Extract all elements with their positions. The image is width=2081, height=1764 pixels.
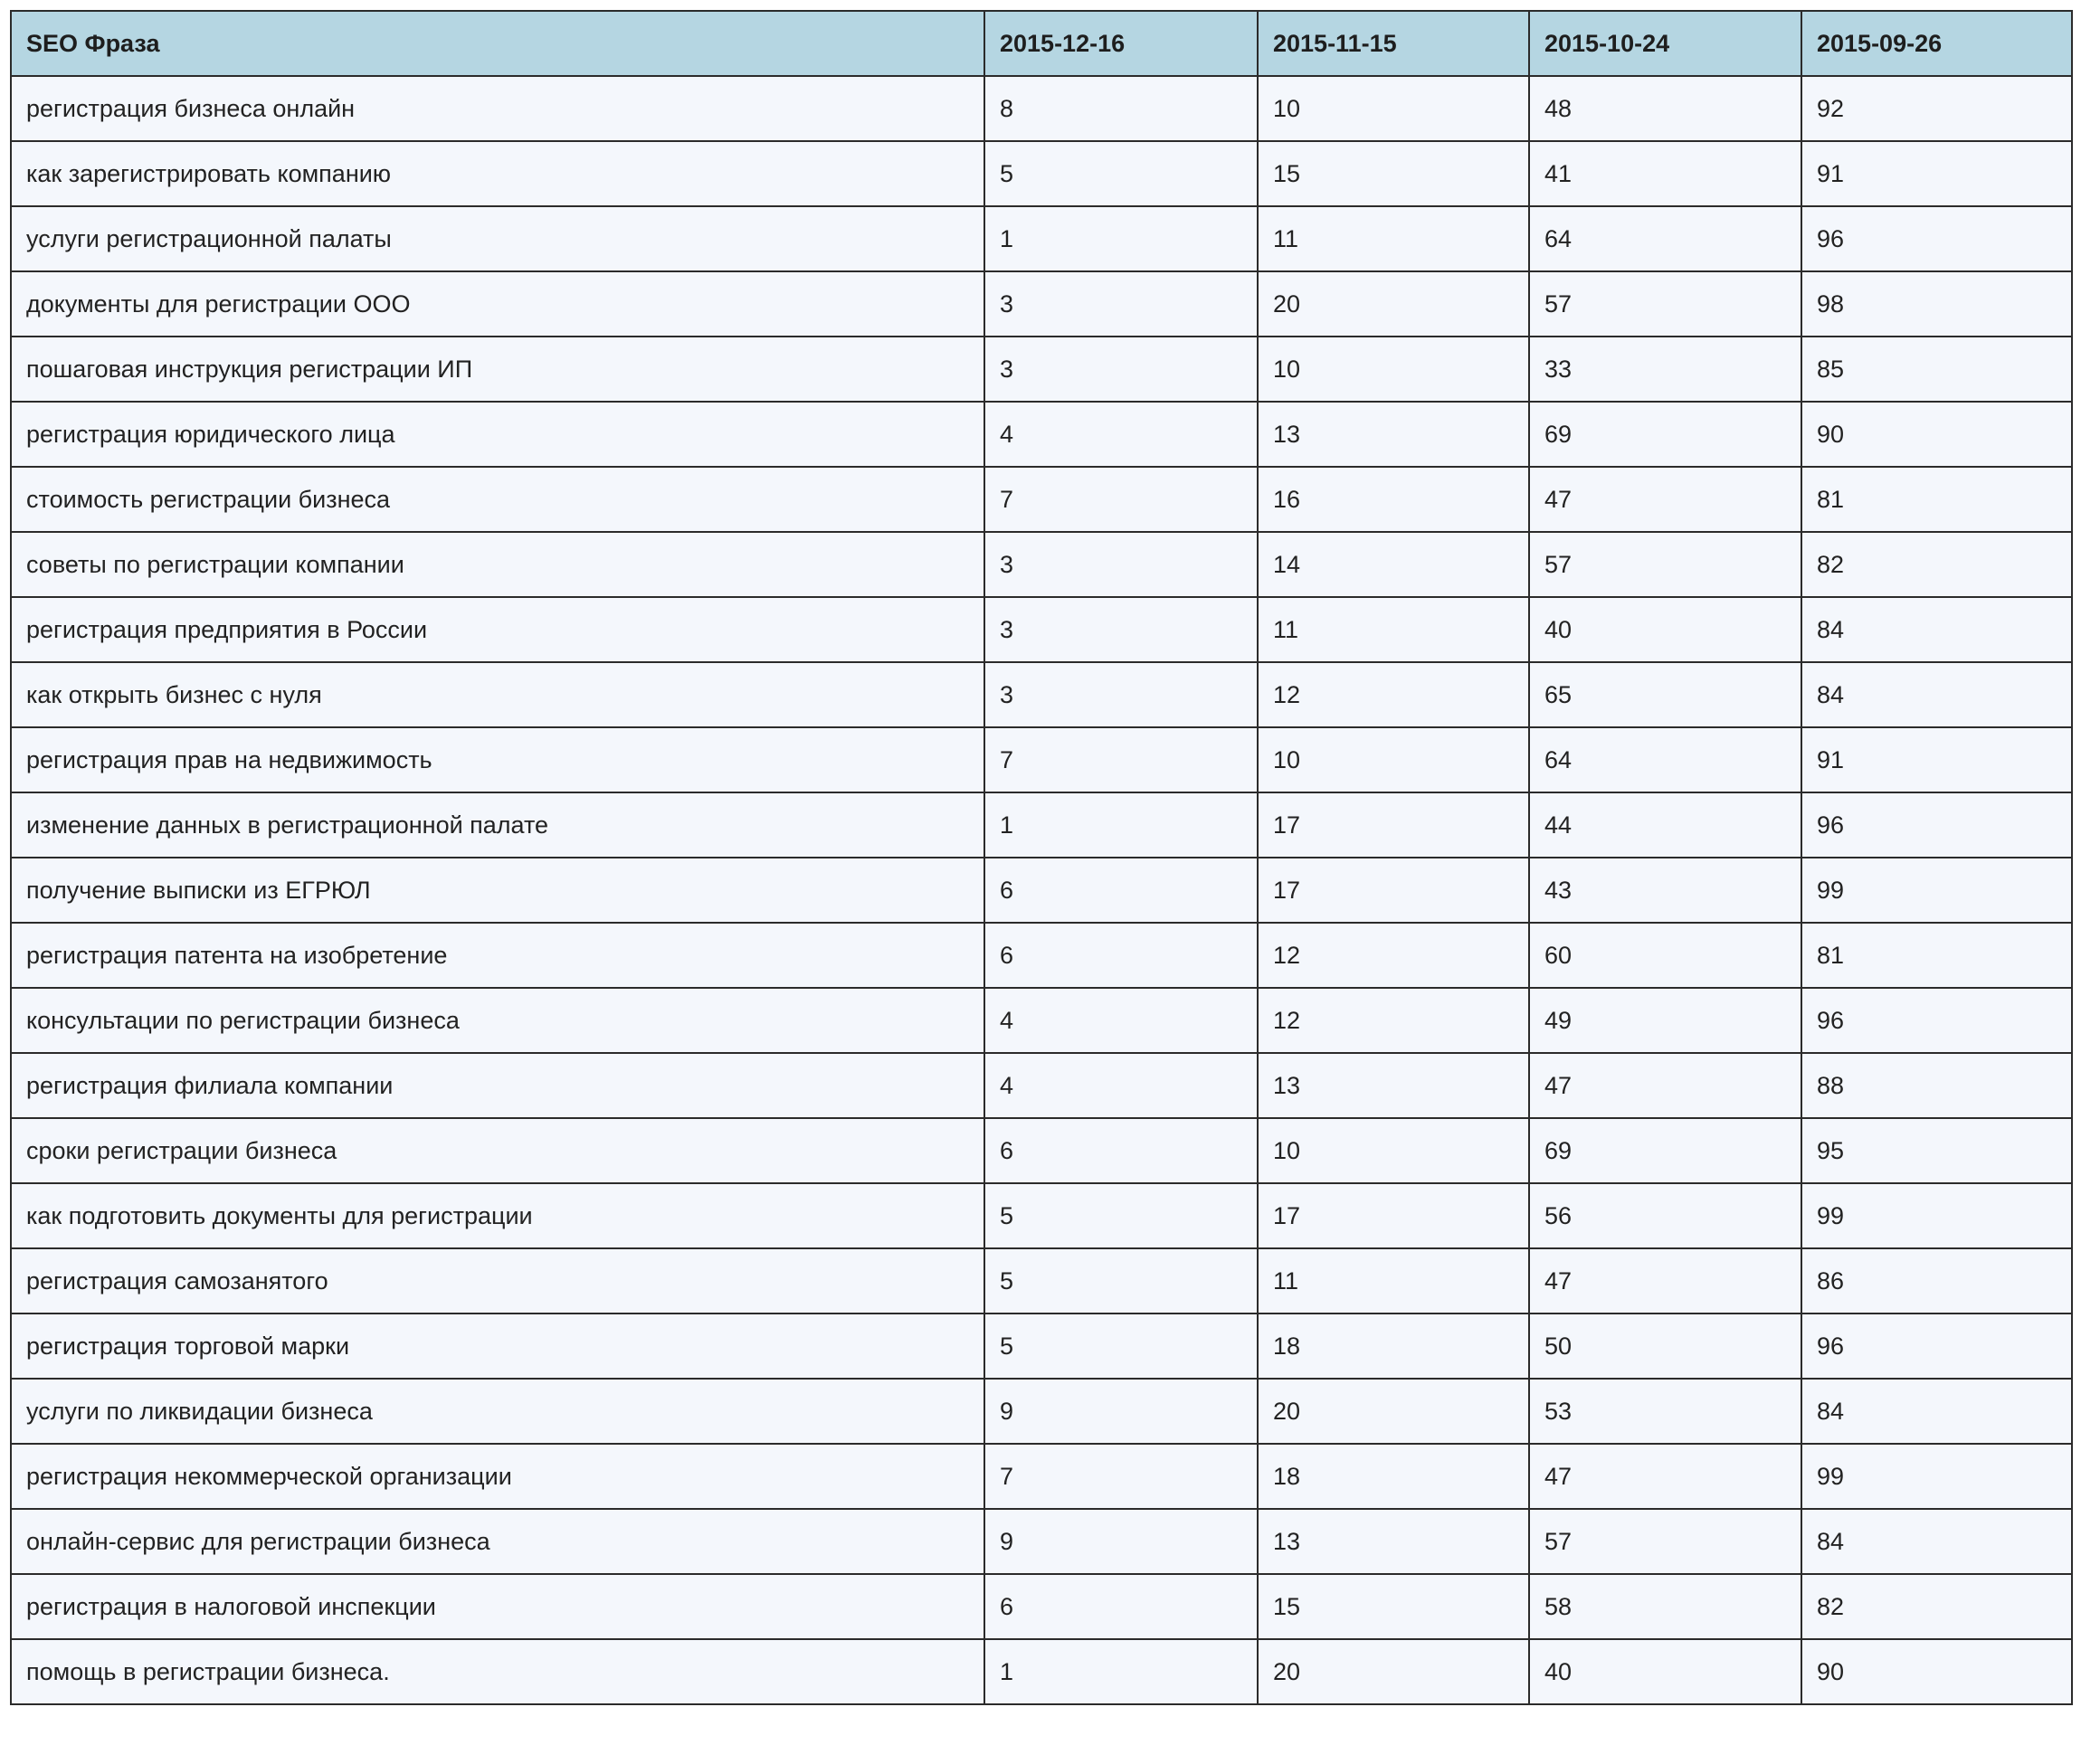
- rank-cell-date-1: 7: [984, 467, 1258, 532]
- table-row: [11, 1118, 2072, 1183]
- rank-cell-date-2: 10: [1258, 727, 1529, 792]
- rank-cell-date-3: 69: [1529, 1118, 1801, 1183]
- rank-cell-date-2: 18: [1258, 1444, 1529, 1509]
- column-header-date-3: 2015-10-24: [1529, 11, 1801, 76]
- rank-cell-date-4: 85: [1801, 337, 2072, 402]
- seo-phrase-cell: советы по регистрации компании: [11, 532, 984, 597]
- rank-cell-date-4: 99: [1801, 1183, 2072, 1248]
- seo-phrase-cell: услуги регистрационной палаты: [11, 206, 984, 271]
- table-row: [11, 923, 2072, 988]
- rank-cell-date-1: 3: [984, 532, 1258, 597]
- column-header-seo-phrase: SEO Фраза: [11, 11, 984, 76]
- rank-cell-date-4: 84: [1801, 662, 2072, 727]
- seo-phrase-cell: как зарегистрировать компанию: [11, 141, 984, 206]
- rank-cell-date-3: 53: [1529, 1379, 1801, 1444]
- rank-cell-date-1: 3: [984, 337, 1258, 402]
- rank-cell-date-4: 95: [1801, 1118, 2072, 1183]
- rank-cell-date-1: 5: [984, 1314, 1258, 1379]
- seo-phrase-cell: помощь в регистрации бизнеса.: [11, 1639, 984, 1704]
- rank-cell-date-3: 47: [1529, 1053, 1801, 1118]
- table-row: [11, 532, 2072, 597]
- rank-cell-date-1: 1: [984, 792, 1258, 858]
- table-row: [11, 1379, 2072, 1444]
- rank-cell-date-4: 88: [1801, 1053, 2072, 1118]
- table-row: [11, 271, 2072, 337]
- rank-cell-date-3: 49: [1529, 988, 1801, 1053]
- rank-cell-date-3: 41: [1529, 141, 1801, 206]
- seo-phrase-cell: как открыть бизнес с нуля: [11, 662, 984, 727]
- rank-cell-date-2: 15: [1258, 141, 1529, 206]
- rank-cell-date-4: 84: [1801, 1509, 2072, 1574]
- seo-phrase-cell: регистрация самозанятого: [11, 1248, 984, 1314]
- rank-cell-date-2: 12: [1258, 988, 1529, 1053]
- rank-cell-date-1: 4: [984, 402, 1258, 467]
- rank-cell-date-2: 17: [1258, 858, 1529, 923]
- rank-cell-date-1: 4: [984, 988, 1258, 1053]
- rank-cell-date-2: 17: [1258, 792, 1529, 858]
- rank-cell-date-2: 14: [1258, 532, 1529, 597]
- column-header-date-1: 2015-12-16: [984, 11, 1258, 76]
- seo-phrase-cell: регистрация бизнеса онлайн: [11, 76, 984, 141]
- rank-cell-date-2: 20: [1258, 271, 1529, 337]
- rank-cell-date-3: 65: [1529, 662, 1801, 727]
- rank-cell-date-1: 1: [984, 206, 1258, 271]
- table-row: [11, 858, 2072, 923]
- rank-cell-date-2: 20: [1258, 1639, 1529, 1704]
- seo-phrase-cell: документы для регистрации ООО: [11, 271, 984, 337]
- table-row: [11, 1574, 2072, 1639]
- rank-cell-date-4: 84: [1801, 1379, 2072, 1444]
- seo-phrase-cell: регистрация патента на изобретение: [11, 923, 984, 988]
- seo-phrase-cell: регистрация предприятия в России: [11, 597, 984, 662]
- table-body: [11, 76, 2072, 1704]
- table-row: [11, 467, 2072, 532]
- seo-phrase-cell: регистрация прав на недвижимость: [11, 727, 984, 792]
- seo-phrase-cell: консультации по регистрации бизнеса: [11, 988, 984, 1053]
- table-row: [11, 597, 2072, 662]
- rank-cell-date-3: 50: [1529, 1314, 1801, 1379]
- rank-cell-date-3: 47: [1529, 467, 1801, 532]
- seo-phrase-cell: регистрация филиала компании: [11, 1053, 984, 1118]
- rank-cell-date-3: 56: [1529, 1183, 1801, 1248]
- seo-phrase-cell: регистрация в налоговой инспекции: [11, 1574, 984, 1639]
- seo-phrase-cell: онлайн-сервис для регистрации бизнеса: [11, 1509, 984, 1574]
- rank-cell-date-4: 84: [1801, 597, 2072, 662]
- rank-cell-date-4: 81: [1801, 923, 2072, 988]
- rank-cell-date-1: 9: [984, 1379, 1258, 1444]
- rank-cell-date-1: 6: [984, 1118, 1258, 1183]
- rank-cell-date-1: 3: [984, 662, 1258, 727]
- rank-cell-date-4: 82: [1801, 1574, 2072, 1639]
- rank-cell-date-3: 44: [1529, 792, 1801, 858]
- rank-cell-date-1: 6: [984, 1574, 1258, 1639]
- table-row: [11, 337, 2072, 402]
- rank-cell-date-2: 13: [1258, 1509, 1529, 1574]
- seo-phrase-cell: регистрация юридического лица: [11, 402, 984, 467]
- rank-cell-date-4: 91: [1801, 727, 2072, 792]
- rank-cell-date-2: 11: [1258, 1248, 1529, 1314]
- rank-cell-date-3: 43: [1529, 858, 1801, 923]
- rank-cell-date-2: 13: [1258, 1053, 1529, 1118]
- rank-cell-date-4: 96: [1801, 206, 2072, 271]
- table-row: [11, 792, 2072, 858]
- rank-cell-date-4: 91: [1801, 141, 2072, 206]
- seo-phrase-cell: изменение данных в регистрационной палате: [11, 792, 984, 858]
- rank-cell-date-4: 92: [1801, 76, 2072, 141]
- rank-cell-date-4: 96: [1801, 988, 2072, 1053]
- rank-cell-date-4: 96: [1801, 792, 2072, 858]
- rank-cell-date-4: 90: [1801, 402, 2072, 467]
- rank-cell-date-2: 10: [1258, 76, 1529, 141]
- rank-cell-date-1: 9: [984, 1509, 1258, 1574]
- rank-cell-date-3: 64: [1529, 727, 1801, 792]
- seo-phrase-cell: пошаговая инструкция регистрации ИП: [11, 337, 984, 402]
- rank-cell-date-1: 7: [984, 1444, 1258, 1509]
- seo-phrase-cell: получение выписки из ЕГРЮЛ: [11, 858, 984, 923]
- rank-cell-date-3: 60: [1529, 923, 1801, 988]
- rank-cell-date-2: 16: [1258, 467, 1529, 532]
- rank-cell-date-1: 6: [984, 858, 1258, 923]
- rank-cell-date-3: 64: [1529, 206, 1801, 271]
- rank-cell-date-3: 48: [1529, 76, 1801, 141]
- rank-cell-date-3: 57: [1529, 1509, 1801, 1574]
- rank-cell-date-3: 47: [1529, 1248, 1801, 1314]
- rank-cell-date-3: 47: [1529, 1444, 1801, 1509]
- column-header-date-2: 2015-11-15: [1258, 11, 1529, 76]
- rank-cell-date-2: 13: [1258, 402, 1529, 467]
- table-row: [11, 1053, 2072, 1118]
- rank-cell-date-2: 10: [1258, 337, 1529, 402]
- rank-cell-date-2: 20: [1258, 1379, 1529, 1444]
- rank-cell-date-2: 12: [1258, 923, 1529, 988]
- rank-cell-date-3: 57: [1529, 271, 1801, 337]
- rank-cell-date-2: 17: [1258, 1183, 1529, 1248]
- seo-rankings-table: [10, 10, 2073, 1705]
- seo-phrase-cell: регистрация торговой марки: [11, 1314, 984, 1379]
- rank-cell-date-3: 40: [1529, 597, 1801, 662]
- rank-cell-date-4: 96: [1801, 1314, 2072, 1379]
- table-row: [11, 1314, 2072, 1379]
- rank-cell-date-1: 3: [984, 271, 1258, 337]
- table-row: [11, 1639, 2072, 1704]
- table-row: [11, 727, 2072, 792]
- table-row: [11, 141, 2072, 206]
- rank-cell-date-4: 98: [1801, 271, 2072, 337]
- rank-cell-date-1: 8: [984, 76, 1258, 141]
- rank-cell-date-3: 40: [1529, 1639, 1801, 1704]
- rank-cell-date-1: 3: [984, 597, 1258, 662]
- table-row: [11, 76, 2072, 141]
- rank-cell-date-1: 7: [984, 727, 1258, 792]
- seo-phrase-cell: услуги по ликвидации бизнеса: [11, 1379, 984, 1444]
- table-row: [11, 1183, 2072, 1248]
- rank-cell-date-2: 12: [1258, 662, 1529, 727]
- table-row: [11, 988, 2072, 1053]
- rank-cell-date-4: 86: [1801, 1248, 2072, 1314]
- rank-cell-date-2: 18: [1258, 1314, 1529, 1379]
- rank-cell-date-3: 33: [1529, 337, 1801, 402]
- table-row: [11, 1509, 2072, 1574]
- rank-cell-date-4: 99: [1801, 1444, 2072, 1509]
- rank-cell-date-4: 99: [1801, 858, 2072, 923]
- seo-phrase-cell: сроки регистрации бизнеса: [11, 1118, 984, 1183]
- rank-cell-date-1: 4: [984, 1053, 1258, 1118]
- rank-cell-date-1: 1: [984, 1639, 1258, 1704]
- rank-cell-date-1: 6: [984, 923, 1258, 988]
- table-row: [11, 1444, 2072, 1509]
- seo-phrase-cell: регистрация некоммерческой организации: [11, 1444, 984, 1509]
- rank-cell-date-2: 11: [1258, 597, 1529, 662]
- rank-cell-date-4: 82: [1801, 532, 2072, 597]
- rank-cell-date-3: 69: [1529, 402, 1801, 467]
- rank-cell-date-3: 58: [1529, 1574, 1801, 1639]
- rank-cell-date-2: 10: [1258, 1118, 1529, 1183]
- rank-cell-date-1: 5: [984, 1248, 1258, 1314]
- seo-phrase-cell: стоимость регистрации бизнеса: [11, 467, 984, 532]
- rank-cell-date-1: 5: [984, 141, 1258, 206]
- rank-cell-date-3: 57: [1529, 532, 1801, 597]
- rank-cell-date-2: 15: [1258, 1574, 1529, 1639]
- seo-table-container: [10, 10, 2071, 1705]
- seo-phrase-cell: как подготовить документы для регистрации: [11, 1183, 984, 1248]
- table-row: [11, 402, 2072, 467]
- table-row: [11, 1248, 2072, 1314]
- table-row: [11, 206, 2072, 271]
- table-row: [11, 662, 2072, 727]
- rank-cell-date-4: 81: [1801, 467, 2072, 532]
- rank-cell-date-1: 5: [984, 1183, 1258, 1248]
- column-header-date-4: 2015-09-26: [1801, 11, 2072, 76]
- rank-cell-date-4: 90: [1801, 1639, 2072, 1704]
- table-header-row: [11, 11, 2072, 76]
- rank-cell-date-2: 11: [1258, 206, 1529, 271]
